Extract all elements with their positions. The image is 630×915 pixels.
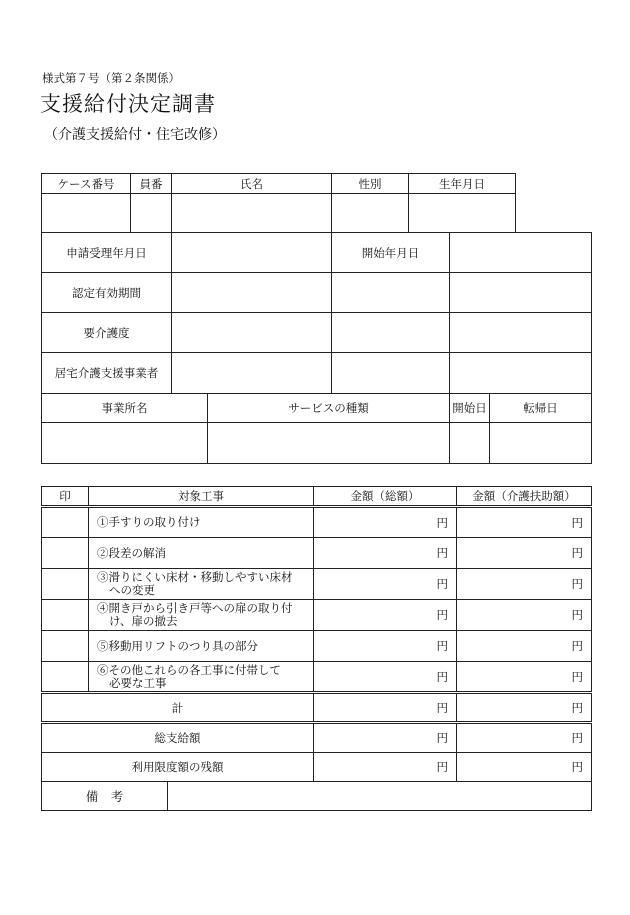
- form-number: 様式第７号（第２条関係）: [42, 71, 180, 85]
- care-support-provider-field-3[interactable]: [450, 353, 592, 394]
- header-gender: 性別: [332, 174, 409, 194]
- total-payment-total-cell[interactable]: [314, 723, 457, 753]
- name-field[interactable]: [172, 194, 332, 233]
- header-case-number: ケース番号: [42, 174, 131, 194]
- yen-unit: 円: [571, 608, 583, 622]
- care-level-label: 要介護度: [42, 313, 172, 353]
- yen-unit: 円: [571, 546, 583, 560]
- care-support-provider-field-2[interactable]: [332, 353, 450, 394]
- application-date-label: 申請受理年月日: [42, 233, 172, 273]
- yen-unit: 円: [571, 700, 583, 715]
- total-amount-cell[interactable]: [314, 600, 457, 631]
- work-item: [89, 662, 314, 693]
- work-item: [89, 569, 314, 600]
- yen-unit: 円: [436, 669, 448, 684]
- remarks-field[interactable]: [168, 782, 592, 811]
- header-service-type: サービスの種類: [208, 394, 450, 423]
- work-item-line1: ③滑りにくい床材・移動しやすい床材: [97, 570, 293, 584]
- work-item: [89, 507, 314, 538]
- care-support-provider-field-1[interactable]: [172, 353, 332, 394]
- yen-unit: 円: [436, 700, 448, 715]
- yen-unit: 円: [571, 669, 583, 684]
- start-date-field[interactable]: [450, 233, 592, 273]
- seal-cell[interactable]: [42, 538, 89, 569]
- subtotal-aid-cell[interactable]: [457, 693, 592, 723]
- seal-cell[interactable]: [42, 662, 89, 693]
- total-amount-cell[interactable]: [314, 507, 457, 538]
- care-support-provider-label: 居宅介護支援事業者: [42, 353, 172, 394]
- seal-cell[interactable]: [42, 569, 89, 600]
- remaining-limit-aid-cell[interactable]: [457, 753, 592, 782]
- seal-cell[interactable]: [42, 631, 89, 662]
- certification-period-from[interactable]: [172, 273, 332, 313]
- info-table: [41, 232, 592, 464]
- total-payment-label: 総支給額: [42, 723, 314, 753]
- seal-cell[interactable]: [42, 507, 89, 538]
- work-item-line1: ④開き戸から引き戸等への扉の取り付: [97, 601, 293, 615]
- yen-unit: 円: [571, 515, 583, 530]
- page-title: 支援給付決定調書: [40, 92, 216, 116]
- work-item-line1: ①手すりの取り付け: [97, 515, 201, 529]
- office-name-field[interactable]: [42, 423, 208, 464]
- header-name: 氏名: [172, 174, 332, 194]
- yen-unit: 円: [436, 731, 448, 745]
- aid-amount-cell[interactable]: [457, 662, 592, 693]
- header-office-name: 事業所名: [42, 394, 208, 423]
- work-item: [89, 600, 314, 631]
- care-level-field-3[interactable]: [450, 313, 592, 353]
- header-member-number: 員番: [131, 174, 172, 194]
- subtotal-total-cell[interactable]: [314, 693, 457, 723]
- subtotal-label: 計: [42, 693, 314, 723]
- work-item-line1: ⑥その他これらの各工事に付帯して: [97, 662, 281, 677]
- aid-amount-cell[interactable]: [457, 507, 592, 538]
- yen-unit: 円: [436, 546, 448, 560]
- work-item-line2: け、扉の撤去: [109, 614, 178, 628]
- yen-unit: 円: [436, 639, 448, 653]
- yen-unit: 円: [436, 515, 448, 530]
- yen-unit: 円: [571, 731, 583, 745]
- certification-period-label: 認定有効期間: [42, 273, 172, 313]
- remaining-limit-label: 利用限度額の残額: [42, 753, 314, 782]
- birthdate-field[interactable]: [409, 194, 516, 233]
- header-aid-amount: 金額（介護扶助額）: [457, 487, 592, 507]
- seal-cell[interactable]: [42, 600, 89, 631]
- yen-unit: 円: [571, 639, 583, 653]
- work-item: [89, 631, 314, 662]
- start-date-label: 開始年月日: [332, 233, 450, 273]
- service-type-field[interactable]: [208, 423, 450, 464]
- total-payment-aid-cell[interactable]: [457, 723, 592, 753]
- case-table: [41, 173, 516, 233]
- member-number-field[interactable]: [131, 194, 172, 233]
- header-start-day: 開始日: [450, 394, 490, 423]
- header-end-day: 転帰日: [490, 394, 592, 423]
- total-amount-cell[interactable]: [314, 631, 457, 662]
- end-day-field[interactable]: [490, 423, 592, 464]
- header-seal: 印: [42, 487, 89, 507]
- header-total-amount: 金額（総額）: [314, 487, 457, 507]
- remaining-limit-total-cell[interactable]: [314, 753, 457, 782]
- yen-unit: 円: [571, 577, 583, 591]
- page-subtitle: （介護支援給付・住宅改修）: [44, 127, 226, 143]
- case-number-field[interactable]: [42, 194, 131, 233]
- yen-unit: 円: [436, 760, 448, 774]
- care-level-field-2[interactable]: [332, 313, 450, 353]
- aid-amount-cell[interactable]: [457, 569, 592, 600]
- start-day-field[interactable]: [450, 423, 490, 464]
- application-date-field[interactable]: [172, 233, 332, 273]
- total-amount-cell[interactable]: [314, 538, 457, 569]
- total-amount-cell[interactable]: [314, 569, 457, 600]
- works-table: [41, 486, 592, 811]
- header-target-work: 対象工事: [89, 487, 314, 507]
- care-level-field-1[interactable]: [172, 313, 332, 353]
- certification-period-to[interactable]: [450, 273, 592, 313]
- aid-amount-cell[interactable]: [457, 538, 592, 569]
- certification-period-mid[interactable]: [332, 273, 450, 313]
- header-birthdate: 生年月日: [409, 174, 516, 194]
- aid-amount-cell[interactable]: [457, 600, 592, 631]
- work-item-line2: への変更: [109, 583, 155, 597]
- work-item: [89, 538, 314, 569]
- aid-amount-cell[interactable]: [457, 631, 592, 662]
- work-item-line1: ⑤移動用リフトのつり具の部分: [97, 638, 258, 653]
- yen-unit: 円: [571, 760, 583, 774]
- yen-unit: 円: [436, 608, 448, 622]
- work-item-line1: ②段差の解消: [97, 545, 166, 560]
- yen-unit: 円: [436, 577, 448, 591]
- gender-field[interactable]: [332, 194, 409, 233]
- total-amount-cell[interactable]: [314, 662, 457, 693]
- work-item-line2: 必要な工事: [109, 675, 167, 690]
- remarks-label: 備 考: [42, 782, 168, 811]
